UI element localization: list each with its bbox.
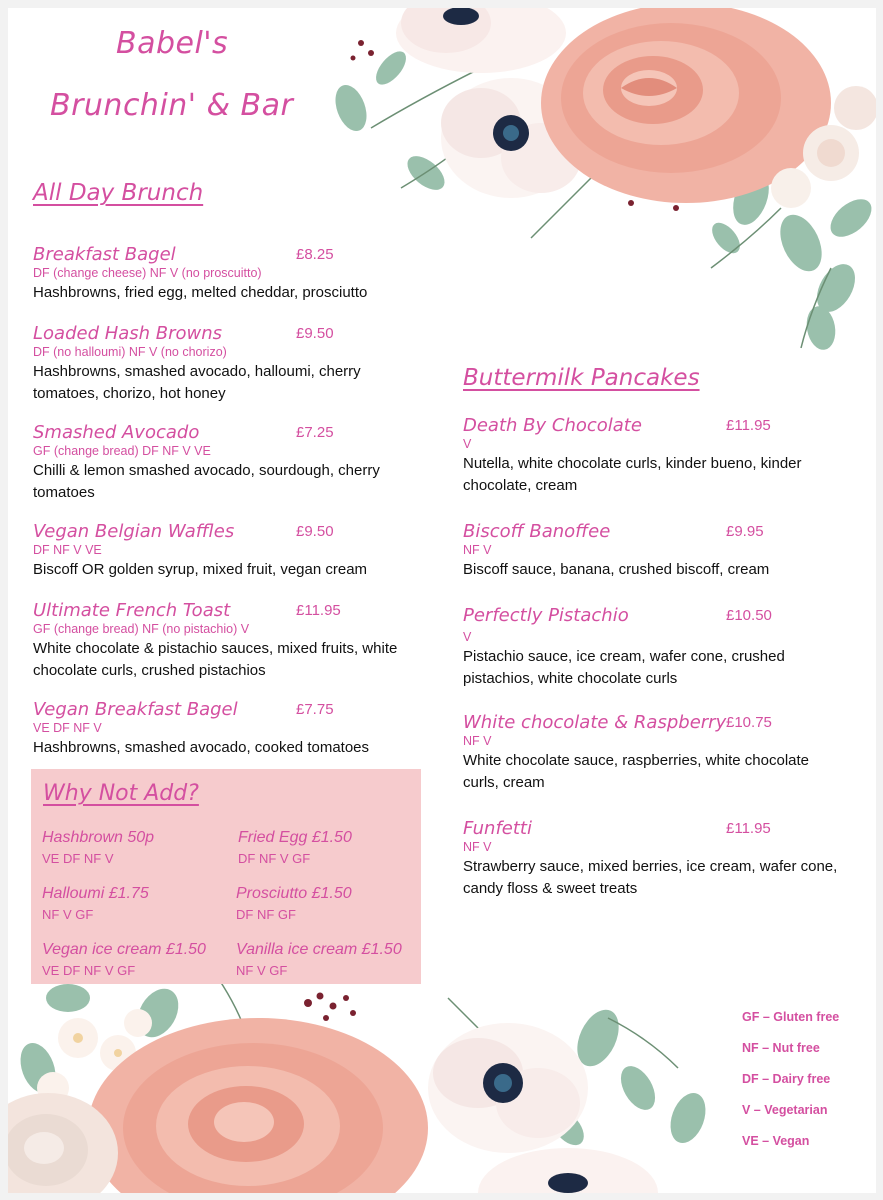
item-name: Loaded Hash Browns — [33, 323, 223, 344]
menu-item — [463, 712, 823, 794]
menu-item — [33, 600, 423, 682]
menu-item — [33, 521, 433, 581]
add-on-item — [42, 941, 206, 978]
add-on-name: Hashbrown 50p — [42, 829, 155, 846]
item-description: Biscoff sauce, banana, crushed biscoff, cream — [463, 561, 770, 578]
item-price: £11.95 — [726, 820, 771, 837]
dietary-legend — [742, 1010, 839, 1165]
add-on-item — [42, 885, 149, 922]
item-dietary-info: VE DF NF V — [33, 721, 102, 735]
item-description: White chocolate & pistachio sauces, mixed fruits, white chocolate curls, crushed pistachios — [33, 640, 398, 679]
item-name: Death By Chocolate — [463, 415, 642, 436]
item-price: £7.75 — [296, 701, 334, 718]
add-on-item — [42, 829, 154, 866]
legend-dairy-free: DF – Dairy free — [742, 1072, 831, 1086]
legend-nut-free: NF – Nut free — [742, 1041, 820, 1055]
add-on-dietary-info: DF NF GF — [236, 907, 296, 922]
item-price: £10.50 — [726, 607, 772, 624]
buttermilk-pancakes-heading: Buttermilk Pancakes — [463, 365, 700, 391]
menu-item — [33, 244, 433, 304]
legend-vegan: VE – Vegan — [742, 1134, 810, 1148]
add-ons-heading: Why Not Add? — [43, 781, 199, 806]
menu-item — [463, 818, 863, 900]
item-price: £9.50 — [296, 325, 334, 342]
add-on-name: Vanilla ice cream £1.50 — [236, 941, 402, 958]
legend-vegetarian: V – Vegetarian — [742, 1103, 828, 1117]
item-name: Smashed Avocado — [33, 422, 200, 443]
floral-decoration-top — [331, 8, 876, 363]
add-on-item — [238, 829, 352, 866]
add-on-dietary-info: VE DF NF V — [42, 851, 114, 866]
item-name: Biscoff Banoffee — [463, 521, 611, 542]
item-price: £11.95 — [296, 602, 341, 619]
item-dietary-info: V — [463, 630, 472, 644]
menu-title-line2: Brunchin' & Bar — [50, 88, 294, 123]
item-dietary-info: NF V — [463, 543, 492, 557]
add-on-name: Vegan ice cream £1.50 — [42, 941, 206, 958]
item-dietary-info: DF NF V VE — [33, 543, 102, 557]
floral-decoration-bottom — [8, 978, 728, 1193]
item-description: Strawberry sauce, mixed berries, ice cream, wafer cone, candy floss & sweet treats — [463, 858, 838, 897]
menu-title-line1: Babel's — [116, 26, 229, 61]
item-dietary-info: DF (change cheese) NF V (no proscuitto) — [33, 266, 262, 280]
item-name: Perfectly Pistachio — [463, 605, 629, 626]
item-dietary-info: V — [463, 437, 472, 451]
menu-item — [463, 605, 823, 690]
add-on-dietary-info: NF V GF — [42, 907, 94, 922]
item-name: Vegan Belgian Waffles — [33, 521, 235, 542]
item-price: £9.95 — [726, 523, 764, 540]
item-description: Biscoff OR golden syrup, mixed fruit, vegan cream — [33, 561, 368, 578]
all-day-brunch-heading: All Day Brunch — [33, 180, 204, 206]
add-on-name: Halloumi £1.75 — [42, 885, 149, 902]
menu-item — [33, 422, 403, 504]
item-description: Hashbrowns, fried egg, melted cheddar, prosciutto — [33, 284, 368, 301]
item-description: Hashbrowns, smashed avocado, cooked tomatoes — [33, 739, 370, 756]
item-price: £10.75 — [726, 714, 772, 731]
item-price: £9.50 — [296, 523, 334, 540]
item-description: White chocolate sauce, raspberries, white chocolate curls, cream — [463, 752, 810, 791]
item-price: £8.25 — [296, 246, 334, 263]
item-description: Hashbrowns, smashed avocado, halloumi, cherry tomatoes, chorizo, hot honey — [33, 363, 361, 402]
menu-page — [8, 8, 876, 1193]
add-on-name: Prosciutto £1.50 — [236, 885, 352, 902]
add-on-item — [236, 885, 352, 922]
menu-item — [33, 699, 433, 759]
legend-gluten-free: GF – Gluten free — [742, 1010, 840, 1024]
item-dietary-info: GF (change bread) NF (no pistachio) V — [33, 622, 250, 636]
add-on-item — [236, 941, 402, 978]
item-dietary-info: DF (no halloumi) NF V (no chorizo) — [33, 345, 227, 359]
item-description: Chilli & lemon smashed avocado, sourdough, cherry tomatoes — [33, 462, 380, 501]
item-name: Ultimate French Toast — [33, 600, 231, 621]
item-price: £11.95 — [726, 417, 771, 434]
add-on-dietary-info: DF NF V GF — [238, 851, 311, 866]
menu-item — [33, 323, 403, 405]
item-description: Pistachio sauce, ice cream, wafer cone, crushed pistachios, white chocolate curls — [463, 648, 785, 687]
add-on-dietary-info: VE DF NF V GF — [42, 963, 136, 978]
item-name: Vegan Breakfast Bagel — [33, 699, 238, 720]
item-name: Funfetti — [463, 818, 532, 839]
item-price: £7.25 — [296, 424, 334, 441]
add-ons-box — [31, 769, 421, 984]
item-name: Breakfast Bagel — [33, 244, 176, 265]
item-dietary-info: GF (change bread) DF NF V VE — [33, 444, 211, 458]
item-dietary-info: NF V — [463, 734, 492, 748]
menu-item — [463, 521, 863, 581]
add-on-dietary-info: NF V GF — [236, 963, 288, 978]
item-description: Nutella, white chocolate curls, kinder bueno, kinder chocolate, cream — [463, 455, 802, 494]
menu-item — [463, 415, 823, 497]
add-on-name: Fried Egg £1.50 — [238, 829, 352, 846]
item-dietary-info: NF V — [463, 840, 492, 854]
item-name: White chocolate & Raspberry — [463, 712, 727, 733]
